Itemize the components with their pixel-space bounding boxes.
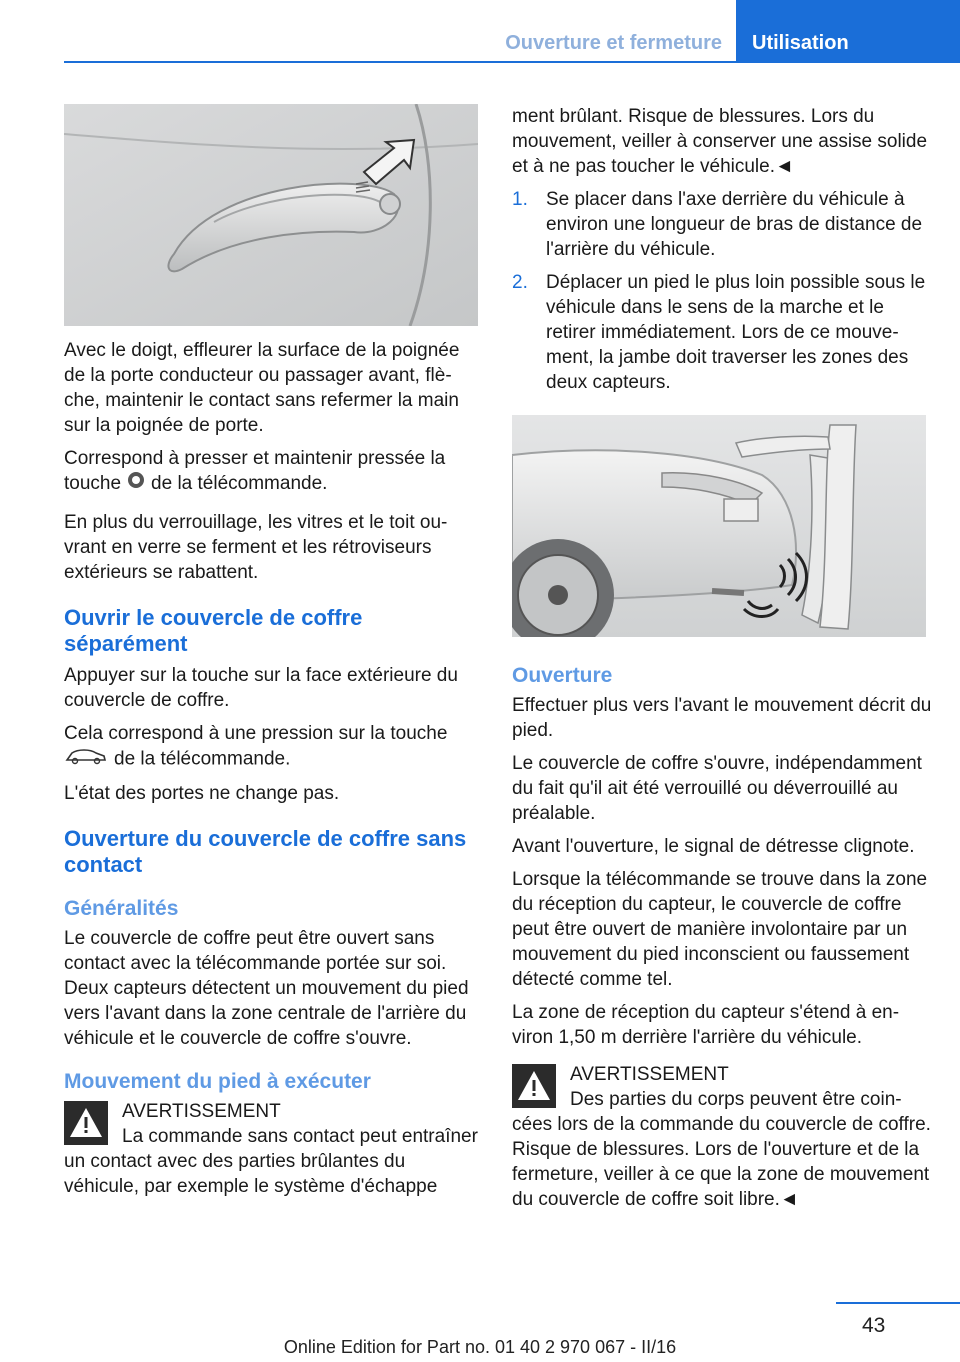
paragraph-remote-lock [64, 446, 478, 496]
warning-title: AVERTISSEMENT [122, 1101, 281, 1123]
door-handle-illustration [64, 104, 478, 326]
trunk-button-icon [64, 746, 108, 773]
warning-text: Des parties du corps peuvent être coincées lors de la commande du couvercle de coffre. Risque de blessures. Lors de l'ouverture et de la fermeture, veiller à ce que la zone de mouvement du couvercle de coffre soit libre.◄ [512, 1089, 931, 1210]
paragraph-remote-lock-text-b: de la télécommande. [151, 473, 328, 494]
paragraph-remote-trunk-text-b: de la télécommande. [114, 749, 291, 770]
page-number: 43 [862, 1314, 886, 1337]
warning-text: La commande sans contact peut entraîner un contact avec des parties brûlantes du véhicule, par exemple le système d'échappe [64, 1126, 478, 1198]
lock-button-icon [127, 471, 145, 496]
page-header [0, 0, 960, 62]
warning-hot-parts [64, 1099, 478, 1199]
list-item [512, 270, 932, 395]
paragraph-windows-close: En plus du verrouillage, les vitres et le toit ouvrant en verre se ferment et les rétroviseurs extérieurs se rabattent. [64, 512, 448, 584]
paragraph-press-button: Appuyer sur la touche sur la face extérieure du couvercle de coffre. [64, 665, 458, 712]
paragraph-general: Le couvercle de coffre peut être ouvert sans contact avec la télécommande portée sur soi. Deux capteurs détectent un mouvement du pied vers l'avant dans la zone centrale de l'arrière du véhicule et le couvercle de coffre s'ouvre. [64, 928, 469, 1050]
left-column [64, 104, 478, 1205]
paragraph-door-state: L'état des portes ne change pas. [64, 783, 340, 805]
heading-opening: Ouverture [512, 664, 613, 687]
steps-list [512, 187, 932, 395]
footer-edition: Online Edition for Part no. 01 40 2 970 067 - II/16 [283, 1337, 677, 1357]
paragraph-opening-3: Avant l'ouverture, le signal de détresse clignote. [512, 836, 915, 857]
step-number: 2. [512, 272, 528, 293]
footer-rule [836, 1302, 960, 1304]
car-rear-kick-illustration [512, 415, 926, 637]
header-rule [64, 61, 960, 63]
heading-foot-movement: Mouvement du pied à exécuter [64, 1070, 371, 1094]
warning-triangle-icon [512, 1064, 556, 1108]
list-item [512, 187, 932, 262]
warning-pinch [512, 1062, 932, 1212]
paragraph-opening-1: Effectuer plus vers l'avant le mouvement décrit du pied. [512, 695, 932, 741]
warning-title: AVERTISSEMENT [570, 1064, 729, 1085]
paragraph-remote-trunk-text-a: Cela correspond à une pression sur la touche [64, 723, 448, 745]
heading-open-separately: Ouvrir le couvercle de coffre séparément [64, 605, 363, 657]
warning-continuation: ment brûlant. Risque de blessures. Lors du mouvement, veiller à conserver une assise solide et à ne pas toucher le véhicule.◄ [512, 106, 928, 177]
heading-general: Généralités [64, 897, 179, 921]
step-number: 1. [512, 189, 528, 210]
header-section-title: Ouverture et fermeture [505, 32, 722, 54]
paragraph-opening-4: Lorsque la télécommande se trouve dans la zone du réception du capteur, le couvercle de coffre peut être ouvert de manière involontaire par un mouvement du pied inconscient ou faussement détecté comme tel. [512, 869, 928, 990]
step-text: Se placer dans l'axe derrière du véhicule à environ une longueur de bras de distance de l'arrière du véhicule. [546, 189, 923, 260]
right-column [512, 104, 932, 1218]
paragraph-opening-2: Le couvercle de coffre s'ouvre, indépendamment du fait qu'il ait été verrouillé ou déverrouillé au préalable. [512, 753, 922, 824]
header-chapter-tab: Utilisation [736, 0, 960, 62]
warning-triangle-icon [64, 1101, 108, 1145]
heading-contactless: Ouverture du couvercle de coffre sans contact [64, 826, 467, 878]
paragraph-opening-5: La zone de réception du capteur s'étend à environ 1,50 m derrière l'arrière du véhicule. [512, 1002, 900, 1048]
paragraph-remote-lock-text-a: Correspond à presser et maintenir pressée la touche [64, 448, 446, 494]
paragraph-remote-trunk [64, 721, 478, 773]
step-text: Déplacer un pied le plus loin possible sous le véhicule dans le sens de la marche et le retirer immédiatement. Lors de ce mouvement, la jambe doit traverser les zones des deux capteurs. [546, 272, 926, 393]
paragraph-touch-handle: Avec le doigt, effleurer la surface de la poignée de la porte conducteur ou passager avant, flèche, maintenir le contact sans refermer la main sur la poignée de porte. [64, 340, 460, 436]
